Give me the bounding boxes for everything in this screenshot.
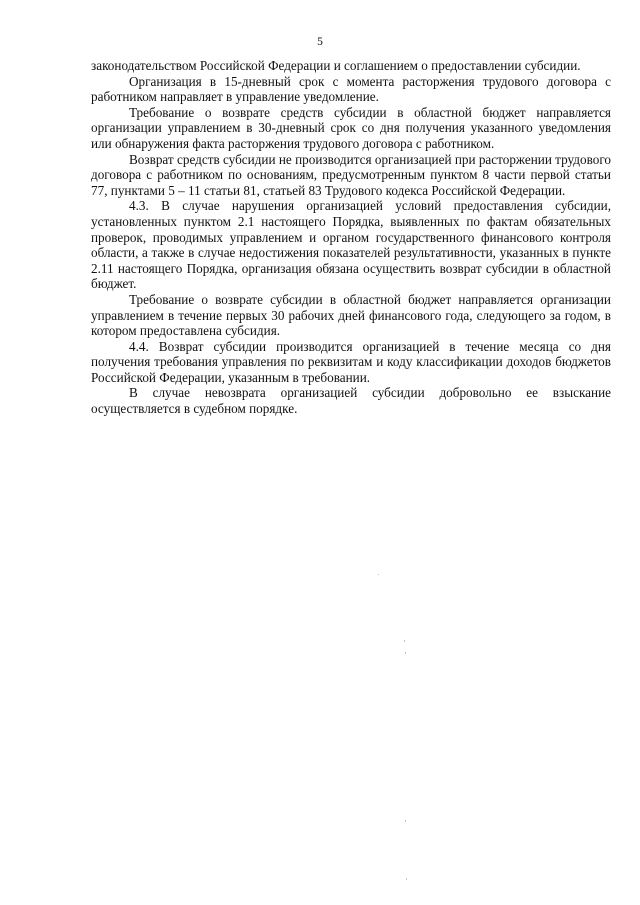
page-number: 5 — [317, 36, 323, 48]
scan-speck — [405, 820, 406, 822]
paragraph-4: Возврат средств субсидии не производится организацией при расторжении трудового договора с работником по основаниям, предусмотренным пунктом 8 части первой статьи 77, пунктами 5 – 11 статьи 81, статьей 83 Трудового кодекса Российской Федерации. — [91, 151, 611, 198]
paragraph-4-3: 4.3. В случае нарушения организацией условий предоставления субсидии, установленных пунктом 2.1 настоящего Порядка, выявленных по фактам обязательных проверок, проводимых управлением и органом государственного финансового контроля области, а также в случае недостижения показателей результативности, указанных в пункте 2.11 настоящего Порядка, организация обязана осуществить возврат субсидии в областной бюджет. — [91, 198, 611, 292]
scan-speck — [404, 640, 405, 642]
scan-speck — [405, 652, 406, 654]
document-body — [91, 58, 611, 417]
paragraph-1: законодательством Российской Федерации и соглашением о предоставлении субсидии. — [91, 58, 581, 73]
paragraph-6: Требование о возврате субсидии в областной бюджет направляется организации управлением в течение первых 30 рабочих дней финансового года, следующего за годом, в котором предоставлена субсидия. — [91, 291, 611, 339]
paragraph-3: Требование о возврате средств субсидии в областной бюджет направляется организации управлением в 30-дневный срок со дня получения указанного уведомления или обнаружения факта расторжения трудового договора с работником. — [91, 104, 611, 151]
paragraph-4-4: 4.4. Возврат субсидии производится организацией в течение месяца со дня получения требования управления по реквизитам и коду классификации доходов бюджетов Российской Федерации, указанным в требовании. — [91, 338, 611, 385]
scan-speck — [406, 878, 407, 880]
paragraph-8: В случае невозврата организацией субсидии добровольно ее взыскание осуществляется в судебном порядке. — [91, 385, 611, 417]
paragraph-2: Организация в 15-дневный срок с момента расторжения трудового договора с работником направляет в управление уведомление. — [91, 73, 611, 105]
scan-speck — [378, 574, 379, 575]
